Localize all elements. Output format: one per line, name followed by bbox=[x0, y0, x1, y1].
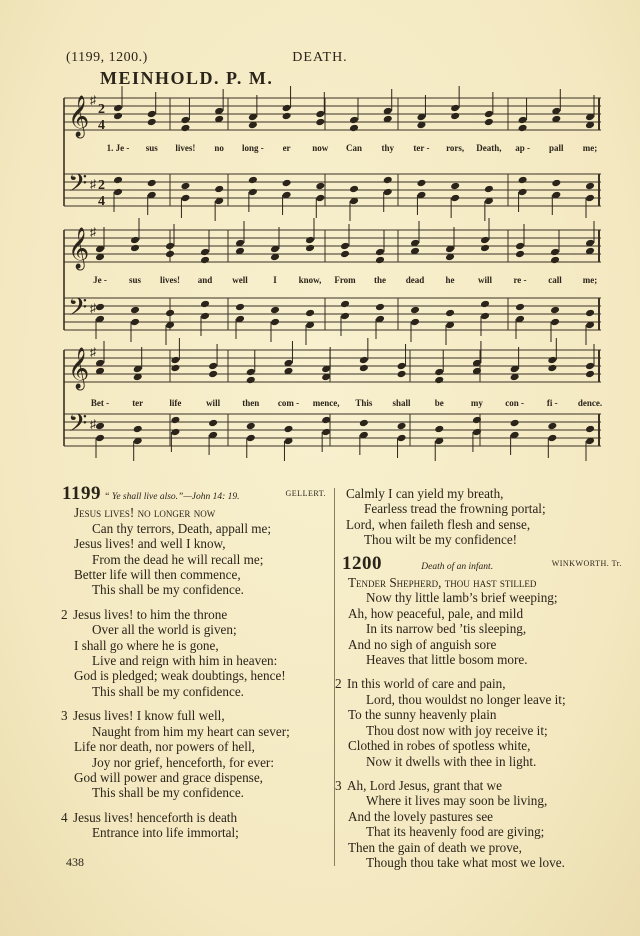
note-head bbox=[445, 309, 455, 318]
hymn-1200-stanzas bbox=[335, 575, 632, 870]
hymn-line bbox=[348, 707, 632, 722]
lyric-syllable: I bbox=[273, 275, 277, 285]
note-head bbox=[282, 179, 292, 188]
line-text: Over all the world is given; bbox=[92, 622, 237, 638]
hymn-number: 1200 bbox=[342, 552, 382, 574]
lyric-syllable: well bbox=[232, 275, 248, 285]
lyric-syllable: shall bbox=[392, 398, 411, 408]
hymn-line bbox=[346, 532, 632, 547]
hymn-line bbox=[74, 668, 332, 683]
note-head bbox=[170, 428, 180, 437]
author: GELLERT. bbox=[285, 489, 326, 498]
hymn-line bbox=[346, 501, 632, 516]
lyric-syllable: dence. bbox=[577, 398, 603, 408]
time-signature: 4 bbox=[98, 194, 105, 209]
hymn-line bbox=[61, 708, 332, 724]
treble-clef: 𝄞 bbox=[68, 96, 90, 137]
lyric-syllable: life bbox=[169, 398, 182, 408]
hymn-line bbox=[74, 505, 332, 520]
note-head bbox=[283, 425, 293, 434]
section-title: DEATH. bbox=[292, 50, 348, 65]
line-text: Naught from him my heart can sever; bbox=[92, 723, 290, 739]
note-head bbox=[434, 368, 444, 377]
lyric-syllable: me; bbox=[582, 143, 598, 153]
note-head bbox=[550, 306, 560, 315]
hymn-line bbox=[346, 486, 632, 501]
line-text: Entrance into life immortal; bbox=[92, 825, 239, 841]
hymn-line bbox=[74, 622, 332, 637]
line-text: Thou wilt be my confidence! bbox=[364, 532, 518, 548]
key-signature-sharp: ♯ bbox=[90, 417, 96, 431]
note-head bbox=[547, 422, 557, 431]
hymn-line bbox=[348, 855, 632, 870]
note-head bbox=[130, 318, 140, 327]
stanza-number: 3 bbox=[61, 708, 68, 724]
line-text: I shall go where he is gone, bbox=[74, 637, 219, 653]
hymn-line bbox=[348, 793, 632, 808]
note-head bbox=[214, 185, 224, 194]
line-text: Ah, how peaceful, pale, and mild bbox=[348, 605, 524, 621]
note-head bbox=[113, 104, 123, 113]
note-head bbox=[434, 425, 444, 434]
hymn-line bbox=[74, 724, 332, 739]
lyric-syllable: 1. Je - bbox=[106, 143, 130, 153]
note-head bbox=[180, 124, 190, 133]
line-text: Where it lives may soon be living, bbox=[366, 793, 548, 809]
line-text: To the sunny heavenly plain bbox=[348, 707, 497, 723]
note-head bbox=[375, 248, 385, 257]
lyric-syllable: This bbox=[355, 398, 373, 408]
note-head bbox=[95, 434, 105, 443]
note-head bbox=[410, 318, 420, 327]
note-head bbox=[349, 124, 359, 133]
hymn-1200-heading bbox=[342, 552, 632, 575]
lyric-syllable: pall bbox=[549, 143, 564, 153]
lyric-syllable: con - bbox=[505, 398, 524, 408]
line-text: Life nor death, nor powers of hell, bbox=[74, 739, 255, 755]
note-head bbox=[480, 236, 490, 245]
stanza-number: 3 bbox=[335, 777, 342, 793]
note-head bbox=[180, 194, 190, 203]
hymn-1199-continued bbox=[342, 486, 632, 548]
note-head bbox=[397, 362, 407, 371]
lyric-syllable: Bet - bbox=[90, 398, 110, 408]
note-head bbox=[282, 104, 292, 113]
note-head bbox=[165, 250, 175, 259]
note-head bbox=[518, 188, 528, 197]
note-head bbox=[547, 356, 557, 365]
note-head bbox=[133, 425, 143, 434]
line-text: Clothed in robes of spotless white, bbox=[348, 738, 531, 754]
line-text: That its heavenly food are giving; bbox=[366, 824, 545, 840]
note-head bbox=[484, 185, 494, 194]
note-head bbox=[547, 364, 557, 373]
hymn-line bbox=[74, 825, 332, 840]
line-text: Jesus lives! henceforth is death bbox=[73, 809, 238, 825]
hymn-line bbox=[74, 582, 332, 597]
lyric-syllable: Can bbox=[345, 143, 363, 153]
note-head bbox=[170, 356, 180, 365]
note-head bbox=[246, 422, 256, 431]
note-head bbox=[246, 434, 256, 443]
note-head bbox=[450, 104, 460, 113]
line-text: And no sigh of anguish sore bbox=[348, 636, 497, 652]
note-head bbox=[315, 194, 325, 203]
note-head bbox=[518, 176, 528, 185]
hymn-line bbox=[348, 723, 632, 738]
bass-clef: 𝄢 bbox=[68, 409, 88, 444]
hymn-number-range: (1199, 1200.) bbox=[66, 50, 148, 65]
line-text: This shall be my confidence. bbox=[92, 785, 244, 801]
note-head bbox=[480, 300, 490, 309]
note-head bbox=[515, 303, 525, 312]
lyric-syllable: mence, bbox=[312, 398, 340, 408]
note-head bbox=[547, 434, 557, 443]
key-signature-sharp: ♯ bbox=[90, 345, 96, 359]
note-head bbox=[585, 425, 595, 434]
lyric-syllable: will bbox=[206, 398, 221, 408]
lyric-syllable: lives! bbox=[160, 275, 180, 285]
note-head bbox=[480, 244, 490, 253]
note-head bbox=[305, 309, 315, 318]
note-head bbox=[200, 312, 210, 321]
lyric-syllable: ter - bbox=[413, 143, 430, 153]
note-head bbox=[282, 112, 292, 121]
author: WINKWORTH. Tr. bbox=[551, 558, 622, 568]
note-head bbox=[450, 182, 460, 191]
note-head bbox=[585, 194, 595, 203]
note-head bbox=[165, 309, 175, 318]
scripture-citation: “ Ye shall live also.”—John 14: 19. bbox=[104, 492, 240, 502]
note-head bbox=[340, 250, 350, 259]
hymn-line bbox=[74, 739, 332, 754]
lyric-syllable: fi - bbox=[546, 398, 558, 408]
note-head bbox=[383, 176, 393, 185]
lyric-syllable: then bbox=[242, 398, 260, 408]
line-text: This shall be my confidence. bbox=[92, 582, 244, 598]
treble-clef: 𝄞 bbox=[68, 348, 90, 389]
note-head bbox=[305, 244, 315, 253]
note-head bbox=[450, 112, 460, 121]
line-text: Lord, when faileth flesh and sense, bbox=[346, 516, 531, 532]
note-head bbox=[208, 419, 218, 428]
lyric-syllable: know, bbox=[298, 275, 322, 285]
lyric-syllable: ter bbox=[132, 398, 144, 408]
note-head bbox=[170, 364, 180, 373]
note-head bbox=[305, 236, 315, 245]
line-text: In this world of care and pain, bbox=[347, 676, 506, 692]
lyric-syllable: ap - bbox=[515, 143, 530, 153]
hymn-line bbox=[348, 809, 632, 824]
note-head bbox=[550, 318, 560, 327]
line-text: In its narrow bed ’tis sleeping, bbox=[366, 621, 527, 637]
note-head bbox=[208, 362, 218, 371]
hymn-line bbox=[348, 606, 632, 621]
note-head bbox=[130, 236, 140, 245]
key-signature-sharp: ♯ bbox=[90, 225, 96, 239]
line-text: Though thou take what most we love. bbox=[366, 854, 565, 870]
line-text: Now thy little lamb’s brief weeping; bbox=[366, 590, 558, 606]
stanza-number: 2 bbox=[61, 606, 68, 622]
note-head bbox=[248, 188, 258, 197]
hymn-line bbox=[74, 552, 332, 567]
stanza-number: 2 bbox=[335, 676, 342, 692]
note-head bbox=[208, 370, 218, 379]
line-text: Jesus lives! I know full well, bbox=[73, 708, 225, 724]
note-head bbox=[550, 248, 560, 257]
note-head bbox=[397, 434, 407, 443]
note-head bbox=[375, 256, 385, 265]
lyric-syllable: the bbox=[374, 275, 386, 285]
note-head bbox=[270, 318, 280, 327]
hymn-line bbox=[74, 684, 332, 699]
lyric-syllable: me; bbox=[582, 275, 598, 285]
note-head bbox=[246, 368, 256, 377]
note-head bbox=[340, 312, 350, 321]
time-signature: 2 bbox=[98, 102, 105, 117]
note-head bbox=[480, 312, 490, 321]
note-head bbox=[200, 248, 210, 257]
lyric-syllable: now bbox=[312, 143, 329, 153]
line-text: Then the gain of death we prove, bbox=[348, 839, 522, 855]
note-head bbox=[349, 116, 359, 125]
note-head bbox=[515, 242, 525, 251]
hymn-line bbox=[74, 755, 332, 770]
lyric-syllable: no bbox=[214, 143, 224, 153]
hymn-1199-heading bbox=[62, 483, 332, 505]
hymn-line bbox=[74, 536, 332, 551]
lyric-syllable: dead bbox=[405, 275, 425, 285]
note-head bbox=[315, 110, 325, 119]
line-text: Calmly I can yield my breath, bbox=[346, 486, 504, 501]
note-head bbox=[165, 242, 175, 251]
note-head bbox=[484, 110, 494, 119]
key-signature-sharp: ♯ bbox=[90, 93, 96, 107]
note-head bbox=[147, 118, 157, 127]
note-head bbox=[147, 179, 157, 188]
hymn-line bbox=[348, 575, 632, 590]
lyric-syllable: com - bbox=[277, 398, 300, 408]
lyric-syllable: From bbox=[334, 275, 356, 285]
hymn-1199 bbox=[61, 483, 332, 841]
line-text: God is pledged; weak doubtings, hence! bbox=[74, 668, 286, 684]
hymn-line bbox=[74, 785, 332, 800]
note-head bbox=[130, 306, 140, 315]
lyric-syllable: er bbox=[282, 143, 291, 153]
note-head bbox=[375, 303, 385, 312]
time-signature: 2 bbox=[98, 178, 105, 193]
hymn-line bbox=[335, 777, 632, 793]
lyric-syllable: call bbox=[548, 275, 562, 285]
lyric-syllable: sus bbox=[145, 143, 158, 153]
note-head bbox=[95, 303, 105, 312]
note-head bbox=[550, 256, 560, 265]
hymn-number: 1199 bbox=[62, 483, 101, 504]
line-text: Fearless tread the frowning portal; bbox=[364, 501, 546, 517]
note-head bbox=[113, 188, 123, 197]
note-head bbox=[315, 182, 325, 191]
note-head bbox=[113, 176, 123, 185]
note-head bbox=[315, 118, 325, 127]
key-signature-sharp: ♯ bbox=[90, 301, 96, 315]
note-head bbox=[518, 124, 528, 133]
lyric-syllable: long - bbox=[241, 143, 264, 153]
hymn-subject: Death of an infant. bbox=[421, 561, 494, 572]
line-text: Jesus lives! to him the throne bbox=[73, 606, 228, 622]
note-head bbox=[180, 182, 190, 191]
lyric-syllable: my bbox=[470, 398, 483, 408]
note-head bbox=[383, 188, 393, 197]
lyric-syllable: and bbox=[197, 275, 213, 285]
note-head bbox=[484, 118, 494, 127]
bass-clef: 𝄢 bbox=[68, 169, 88, 204]
note-head bbox=[515, 250, 525, 259]
lyric-syllable: lives! bbox=[175, 143, 196, 153]
hymn-line bbox=[346, 517, 632, 532]
line-text: God will power and grace dispense, bbox=[74, 769, 263, 785]
hymn-1199-stanzas bbox=[62, 505, 332, 840]
hymn-line bbox=[348, 754, 632, 769]
line-text: This shall be my confidence. bbox=[92, 683, 244, 699]
note-head bbox=[397, 370, 407, 379]
hymn-line bbox=[348, 637, 632, 652]
hymn-line bbox=[348, 824, 632, 839]
note-head bbox=[95, 422, 105, 431]
hymn-line bbox=[348, 652, 632, 667]
hymn-line bbox=[348, 621, 632, 636]
lyric-syllable: Je - bbox=[93, 275, 107, 285]
lyric-syllable: sus bbox=[128, 275, 142, 285]
hymn-line bbox=[74, 770, 332, 785]
line-text: Jesus lives! no longer now bbox=[74, 505, 216, 521]
hymn-1200-column bbox=[335, 486, 632, 870]
hymn-line bbox=[348, 590, 632, 605]
note-head bbox=[340, 300, 350, 309]
hymn-line bbox=[348, 738, 632, 753]
bass-clef: 𝄢 bbox=[68, 293, 88, 328]
note-head bbox=[235, 303, 245, 312]
time-signature: 4 bbox=[98, 118, 105, 133]
lyric-syllable: rors, bbox=[446, 143, 465, 153]
note-head bbox=[270, 306, 280, 315]
lyric-syllable: he bbox=[445, 275, 455, 285]
note-head bbox=[170, 416, 180, 425]
note-head bbox=[434, 376, 444, 385]
note-head bbox=[518, 116, 528, 125]
note-head bbox=[340, 242, 350, 251]
hymn-line bbox=[74, 521, 332, 536]
line-text: Jesus lives! and well I know, bbox=[74, 536, 226, 552]
note-head bbox=[147, 110, 157, 119]
hymn-line bbox=[74, 638, 332, 653]
hymn-line bbox=[74, 567, 332, 582]
note-head bbox=[200, 256, 210, 265]
hymn-line bbox=[335, 676, 632, 692]
note-head bbox=[397, 422, 407, 431]
note-head bbox=[359, 356, 369, 365]
line-text: Tender Shepherd, thou hast stilled bbox=[348, 575, 537, 591]
line-text: Thou dost now with joy receive it; bbox=[366, 722, 548, 738]
treble-clef: 𝄞 bbox=[68, 228, 90, 269]
line-text: Live and reign with him in heaven: bbox=[92, 653, 278, 669]
note-head bbox=[510, 419, 520, 428]
key-signature-sharp: ♯ bbox=[90, 177, 96, 191]
line-text: Lord, thou wouldst no longer leave it; bbox=[366, 691, 566, 707]
page-number: 438 bbox=[66, 855, 84, 869]
line-text: Joy nor grief, henceforth, for ever: bbox=[92, 754, 274, 770]
line-text: Ah, Lord Jesus, grant that we bbox=[347, 777, 502, 793]
note-head bbox=[359, 419, 369, 428]
note-head bbox=[410, 306, 420, 315]
line-text: Now it dwells with thee in light. bbox=[366, 753, 537, 769]
note-head bbox=[246, 376, 256, 385]
note-head bbox=[248, 176, 258, 185]
lyric-syllable: be bbox=[434, 398, 444, 408]
note-head bbox=[130, 244, 140, 253]
note-head bbox=[113, 112, 123, 121]
line-text: Can thy terrors, Death, appall me; bbox=[92, 520, 272, 536]
note-head bbox=[585, 370, 595, 379]
lyric-syllable: will bbox=[477, 275, 493, 285]
lyric-syllable: thy bbox=[381, 143, 394, 153]
hymn-line bbox=[348, 840, 632, 855]
line-text: From the dead he will recall me; bbox=[92, 551, 264, 567]
hymn-line bbox=[348, 692, 632, 707]
note-head bbox=[551, 179, 561, 188]
note-head bbox=[359, 364, 369, 373]
line-text: And the lovely pastures see bbox=[348, 808, 494, 824]
note-head bbox=[349, 185, 359, 194]
note-head bbox=[180, 116, 190, 125]
tune-name: MEINHOLD. P. M. bbox=[100, 68, 274, 88]
note-head bbox=[450, 194, 460, 203]
note-head bbox=[585, 182, 595, 191]
hymn-line bbox=[61, 606, 332, 622]
stanza-number: 4 bbox=[61, 809, 68, 825]
line-text: Better life will then commence, bbox=[74, 567, 241, 583]
note-head bbox=[200, 300, 210, 309]
line-text: Heaves that little bosom more. bbox=[366, 652, 528, 668]
hymn-line bbox=[74, 653, 332, 668]
note-head bbox=[585, 309, 595, 318]
lyric-syllable: re - bbox=[513, 275, 527, 285]
lyric-syllable: Death, bbox=[476, 143, 502, 153]
note-head bbox=[585, 362, 595, 371]
hymn-line bbox=[61, 809, 332, 825]
note-head bbox=[416, 179, 426, 188]
